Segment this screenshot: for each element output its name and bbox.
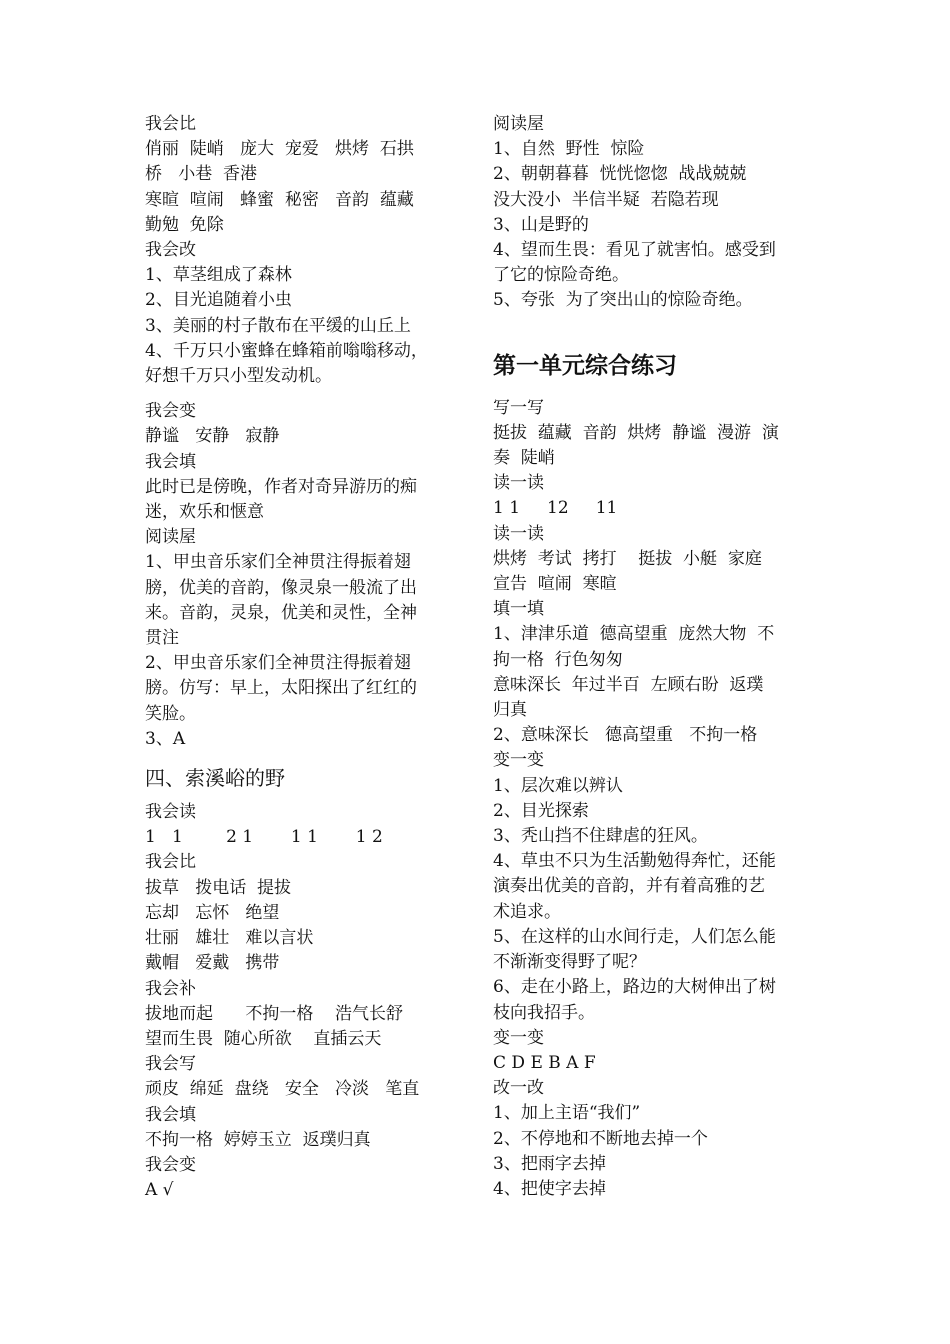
text-line: 1 1 12 11: [493, 498, 618, 519]
unit-heading: 第一单元综合练习: [493, 352, 677, 379]
text-line: 桥 小巷 香港: [145, 164, 258, 185]
text-line: 2、目光追随着小虫: [145, 290, 292, 311]
text-line: 术追求。: [493, 901, 561, 922]
text-line: 我会读: [145, 802, 196, 823]
text-line: 改一改: [493, 1078, 544, 1099]
text-line: 了它的惊险奇绝。: [493, 265, 629, 286]
text-line: 奏 陡峭: [493, 448, 555, 469]
text-line: 宣告 喧闹 寒暄: [493, 574, 617, 595]
text-line: 1、加上主语“我们”: [493, 1103, 641, 1124]
text-line: 不拘一格 婷婷玉立 返璞归真: [145, 1129, 371, 1150]
text-line: 我会改: [145, 240, 196, 261]
text-line: 我会填: [145, 1104, 196, 1125]
text-line: 枝向我招手。: [493, 1002, 595, 1023]
text-line: 2、不停地和不断地去掉一个: [493, 1128, 708, 1149]
text-line: 我会补: [145, 978, 196, 999]
text-line: 我会比: [145, 852, 196, 873]
text-line: 4、把使字去掉: [493, 1178, 606, 1199]
text-line: 3、美丽的村子散布在平缓的山丘上: [145, 315, 411, 336]
text-line: 我会写: [145, 1054, 196, 1075]
text-line: 忘却 忘怀 绝望: [145, 902, 280, 923]
text-line: 俏丽 陡峭 庞大 宠爱 烘烤 石拱: [145, 139, 414, 160]
text-line: 拔草 拨电话 提拔: [145, 877, 292, 898]
text-line: 填一填: [493, 599, 544, 620]
text-line: 戴帽 爱戴 携带: [145, 953, 280, 974]
text-line: A √: [145, 1180, 174, 1201]
text-line: 静谧 安静 寂静: [145, 426, 280, 447]
text-line: 迷，欢乐和惬意: [145, 502, 264, 523]
text-line: 5、在这样的山水间行走，人们怎么能: [493, 926, 776, 947]
text-line: 1、津津乐道 德高望重 庞然大物 不: [493, 624, 775, 645]
text-line: 写一写: [493, 397, 544, 418]
text-line: 2、意味深长 德高望重 不拘一格: [493, 725, 758, 746]
text-line: 变一变: [493, 1027, 544, 1048]
text-line: C D E B A F: [493, 1052, 596, 1073]
text-line: 1 1 2 1 1 1 1 2: [145, 827, 383, 848]
text-line: 演奏出优美的音韵，并有着高雅的艺: [493, 876, 765, 897]
text-line: 壮丽 雄壮 难以言状: [145, 928, 314, 949]
text-line: 我会比: [145, 114, 196, 134]
text-line: 3、A: [145, 728, 186, 749]
text-line: 意味深长 年过半百 左顾右盼 返璞: [493, 674, 764, 695]
text-line: 3、山是野的: [493, 214, 589, 235]
text-line: 我会变: [145, 1154, 196, 1175]
text-line: 拘一格 行色匆匆: [493, 649, 623, 670]
spacer: [145, 389, 470, 399]
text-line: 顽皮 绵延 盘绕 安全 冷淡 笔直: [145, 1079, 420, 1100]
text-line: 归真: [493, 700, 527, 721]
section-heading: 四、索溪峪的野: [145, 766, 285, 791]
text-line: 烘烤 考试 拷打 挺拔 小艇 家庭: [493, 548, 762, 569]
text-line: 4、千万只小蜜蜂在蜂箱前嗡嗡移动，: [145, 340, 428, 361]
text-line: 阅读屋: [145, 527, 196, 548]
text-line: 拔地而起 不拘一格 浩气长舒: [145, 1003, 404, 1024]
text-line: 我会变: [145, 401, 196, 422]
text-line: 望而生畏 随心所欲 直插云天: [145, 1028, 382, 1049]
text-line: 不渐渐变得野了呢？: [493, 952, 646, 973]
text-line: 我会填: [145, 451, 196, 472]
text-line: 2、目光探索: [493, 800, 589, 821]
text-line: 来。音韵，灵泉，优美和灵性，全神: [145, 602, 417, 623]
right-column: [493, 112, 815, 1202]
text-line: 阅读屋: [493, 114, 544, 134]
text-line: 5、夸张 为了突出山的惊险奇绝。: [493, 290, 753, 311]
text-line: 读一读: [493, 523, 544, 544]
text-line: 1、自然 野性 惊险: [493, 139, 645, 160]
text-line: 2、朝朝暮暮 恍恍惚惚 战战兢兢: [493, 164, 747, 185]
text-line: 6、走在小路上，路边的大树伸出了树: [493, 977, 776, 998]
text-line: 4、草虫不只为生活勤勉得奔忙，还能: [493, 851, 776, 872]
text-line: 变一变: [493, 750, 544, 771]
text-line: 1、甲虫音乐家们全神贯注得振着翅: [145, 552, 411, 573]
text-line: 3、把雨字去掉: [493, 1153, 606, 1174]
text-line: 膀，优美的音韵，像灵泉一般流了出: [145, 577, 417, 598]
text-line: 挺拔 蕴藏 音韵 烘烤 静谧 漫游 演: [493, 422, 779, 443]
left-column: [145, 112, 470, 1203]
text-line: 笑脸。: [145, 703, 196, 724]
text-line: 寒暄 喧闹 蜂蜜 秘密 音韵 蕴藏: [145, 189, 414, 210]
text-line: 读一读: [493, 473, 544, 494]
text-line: 3、秃山挡不住肆虐的狂风。: [493, 826, 708, 847]
text-line: 1、草茎组成了森林: [145, 265, 292, 286]
text-line: 膀。仿写：早上，太阳探出了红红的: [145, 678, 417, 699]
text-line: 没大没小 半信半疑 若隐若现: [493, 189, 719, 210]
text-line: 好想千万只小型发动机。: [145, 366, 332, 387]
text-line: 此时已是傍晚，作者对奇异游历的痴: [145, 476, 417, 497]
text-line: 4、望而生畏：看见了就害怕。感受到: [493, 240, 776, 261]
text-line: 1、层次难以辨认: [493, 775, 623, 796]
text-line: 勤勉 免除: [145, 214, 224, 235]
text-line: 2、甲虫音乐家们全神贯注得振着翅: [145, 653, 411, 674]
text-line: 贯注: [145, 628, 179, 649]
